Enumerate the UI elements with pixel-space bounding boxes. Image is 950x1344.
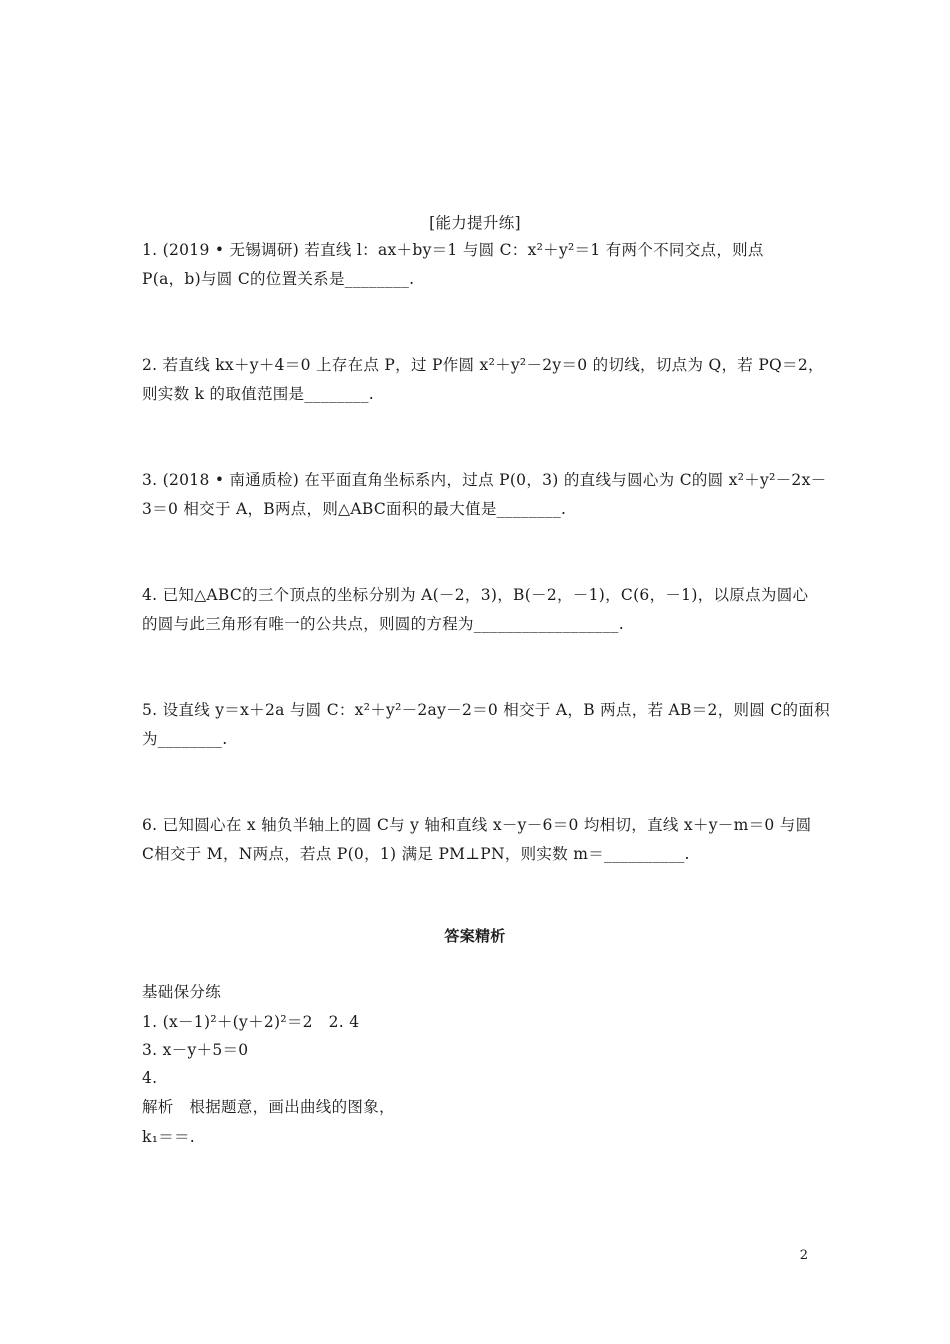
problem-1-line-2: P(a，b)与圆 C的位置关系是________. (142, 270, 415, 288)
answer-k1: k₁＝＝. (142, 1128, 196, 1146)
problem-5-line-2: 为________. (142, 730, 228, 748)
problem-1-line-1: 1. (2019 • 无锡调研) 若直线 l：ax＋by＝1 与圆 C：x²＋y²＝1 有两个不同交点，则点 (142, 241, 764, 259)
page-number: 2 (799, 1248, 808, 1263)
answer-title: 答案精析 (444, 927, 506, 945)
answer-4: 4. (142, 1069, 158, 1087)
answer-heading: 基础保分练 (142, 983, 222, 1001)
problem-2-line-2: 则实数 k 的取值范围是________. (142, 385, 374, 403)
problem-4-line-1: 4. 已知△ABC的三个顶点的坐标分别为 A(－2，3)，B(－2，－1)，C(6，－1)，以原点为圆心 (142, 586, 809, 604)
problem-5-line-1: 5. 设直线 y＝x＋2a 与圆 C：x²＋y²－2ay－2＝0 相交于 A，B 两点，若 AB＝2，则圆 C的面积 (142, 701, 830, 719)
section-title: [能力提升练] (429, 214, 521, 232)
answer-1-2: 1. (x－1)²＋(y＋2)²＝2 2. 4 (142, 1013, 360, 1031)
problem-4-line-2: 的圆与此三角形有唯一的公共点，则圆的方程为__________________. (142, 615, 624, 633)
answer-3: 3. x－y＋5＝0 (142, 1041, 249, 1059)
answer-analysis: 解析 根据题意，画出曲线的图象， (142, 1098, 395, 1116)
problem-3-line-1: 3. (2018 • 南通质检) 在平面直角坐标系内，过点 P(0，3) 的直线与圆心为 C的圆 x²＋y²－2x－ (142, 471, 827, 489)
problem-6-line-1: 6. 已知圆心在 x 轴负半轴上的圆 C与 y 轴和直线 x－y－6＝0 均相切，直线 x＋y－m＝0 与圆 (142, 816, 812, 834)
problem-3-line-2: 3＝0 相交于 A，B两点，则△ABC面积的最大值是________. (142, 500, 567, 518)
problem-6-line-2: C相交于 M，N两点，若点 P(0，1) 满足 PM⊥PN，则实数 m＝__________. (142, 845, 690, 863)
problem-2-line-1: 2. 若直线 kx＋y＋4＝0 上存在点 P，过 P作圆 x²＋y²－2y＝0 的切线，切点为 Q，若 PQ＝2， (142, 356, 824, 374)
